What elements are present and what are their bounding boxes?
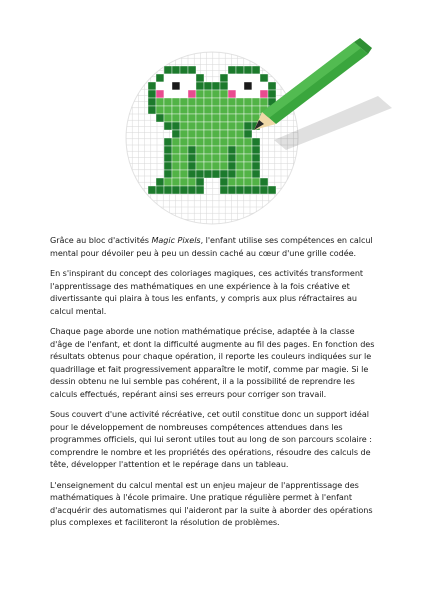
pixel-frog bbox=[148, 66, 276, 194]
paragraph-intro: Grâce au bloc d'activités Magic Pixels, l'enfant utilise ses compétences en calcul mental pour dévoiler peu à peu un dessin caché au cœur d'une grille codée. bbox=[50, 235, 373, 258]
paragraph-concept: En s'inspirant du concept des coloriages magiques, ces activités transforment l'apprentissage des mathématiques en une expérience à la fois créative et divertissante qui plaira à tous les enfants, y compris aux plus réfractaires au calcul mental. bbox=[50, 268, 364, 316]
paragraph-progression: Chaque page aborde une notion mathématique précise, adaptée à la classe d'âge de l'enfant, et dont la difficulté augmente au fil des pages. En fonction des résultats obtenus pour chaque opération, il reporte les couleurs indiquées sur le quadrillage et fait progressivement apparaître le motif, comme par magie. Si le dessin obtenu ne lui semble pas cohérent, il a la possibilité de reprendre les calculs effectués, repérant ainsi ses erreurs pour corriger son travail. bbox=[50, 326, 375, 399]
body-text bbox=[50, 234, 376, 537]
product-name: Magic Pixels bbox=[151, 235, 201, 245]
paragraph-mental-math: L'enseignement du calcul mental est un enjeu majeur de l'apprentissage des mathématiques à l'école primaire. Une pratique régulière permet à l'enfant d'acquérir des automatismes qui l'aideront par la suite à aborder des opérations plus complexes et faciliteront la résolution de problèmes. bbox=[50, 479, 373, 527]
paragraph-skills: Sous couvert d'une activité récréative, cet outil constitue donc un support idéal pour le développement de nombreuses compétences attendues dans les programmes officiels, qui lui seront utiles tout au long de son parcours scolaire : comprendre le nombre et les propriétés des opérations, résoudre des calculs de tête, développer l'attention et le repérage dans un tableau. bbox=[50, 409, 372, 469]
frog-illustration bbox=[0, 0, 424, 228]
